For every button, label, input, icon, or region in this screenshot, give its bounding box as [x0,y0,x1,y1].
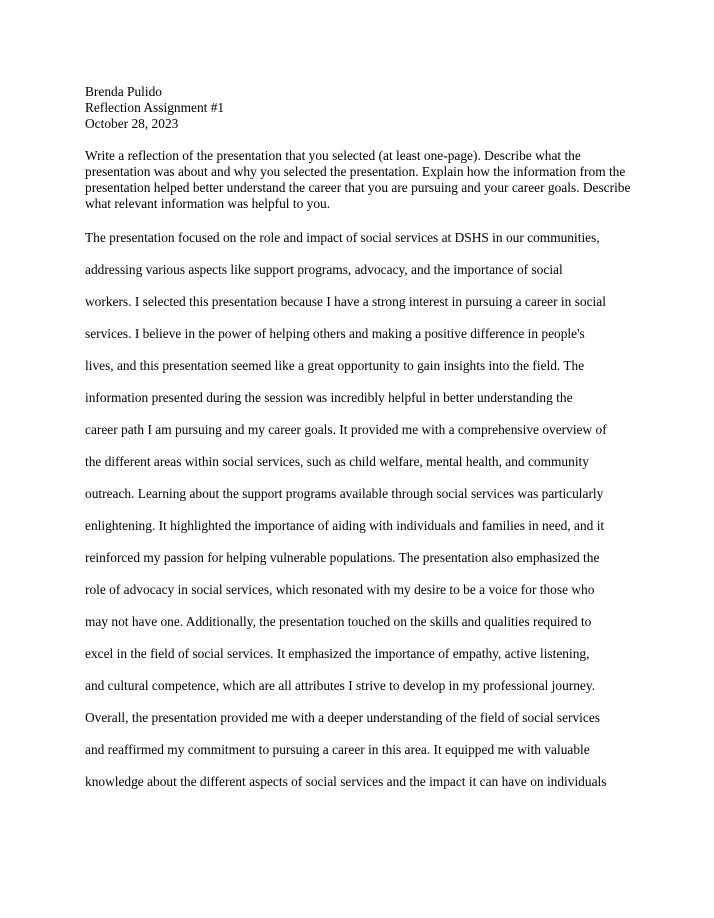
essay-line: workers. I selected this presentation because I have a strong interest in pursuing a career in social [85,294,606,309]
essay-line: addressing various aspects like support programs, advocacy, and the importance of social [85,262,563,277]
essay-line: and reaffirmed my commitment to pursuing a career in this area. It equipped me with valuable [85,742,590,757]
essay-body [85,222,633,798]
essay-line: information presented during the session was incredibly helpful in better understanding the [85,390,573,405]
essay-line: Overall, the presentation provided me with a deeper understanding of the field of social services [85,710,600,725]
essay-line: the different areas within social services, such as child welfare, mental health, and community [85,454,589,469]
essay-line: career path I am pursuing and my career goals. It provided me with a comprehensive overview of [85,422,607,437]
author-name: Brenda Pulido [85,84,162,99]
essay-line: role of advocacy in social services, which resonated with my desire to be a voice for those who [85,582,595,597]
essay-line: outreach. Learning about the support programs available through social services was particularly [85,486,604,501]
assignment-prompt: Write a reflection of the presentation that you selected (at least one-page). Describe what the presentation was about and why you selected the presentation. Explain how the information from the presentation helped better understand the career that you are pursuing and your career goals. Describe what relevant information was helpful to you. [85,148,631,211]
document-date: October 28, 2023 [85,116,179,131]
essay-line: enlightening. It highlighted the importance of aiding with individuals and families in need, and it [85,518,605,533]
essay-line: and cultural competence, which are all attributes I strive to develop in my professional journey. [85,678,596,693]
essay-line: knowledge about the different aspects of social services and the impact it can have on individuals [85,774,607,789]
essay-line: The presentation focused on the role and impact of social services at DSHS in our communities, [85,230,600,245]
essay-line: lives, and this presentation seemed like a great opportunity to gain insights into the field. The [85,358,585,373]
document-header [85,84,633,132]
essay-line: services. I believe in the power of helping others and making a positive difference in people's [85,326,585,341]
document-page [85,84,633,798]
assignment-title: Reflection Assignment #1 [85,100,225,115]
essay-line: reinforced my passion for helping vulnerable populations. The presentation also emphasized the [85,550,600,565]
essay-line: excel in the field of social services. It emphasized the importance of empathy, active listening, [85,646,590,661]
essay-line: may not have one. Additionally, the presentation touched on the skills and qualities required to [85,614,592,629]
